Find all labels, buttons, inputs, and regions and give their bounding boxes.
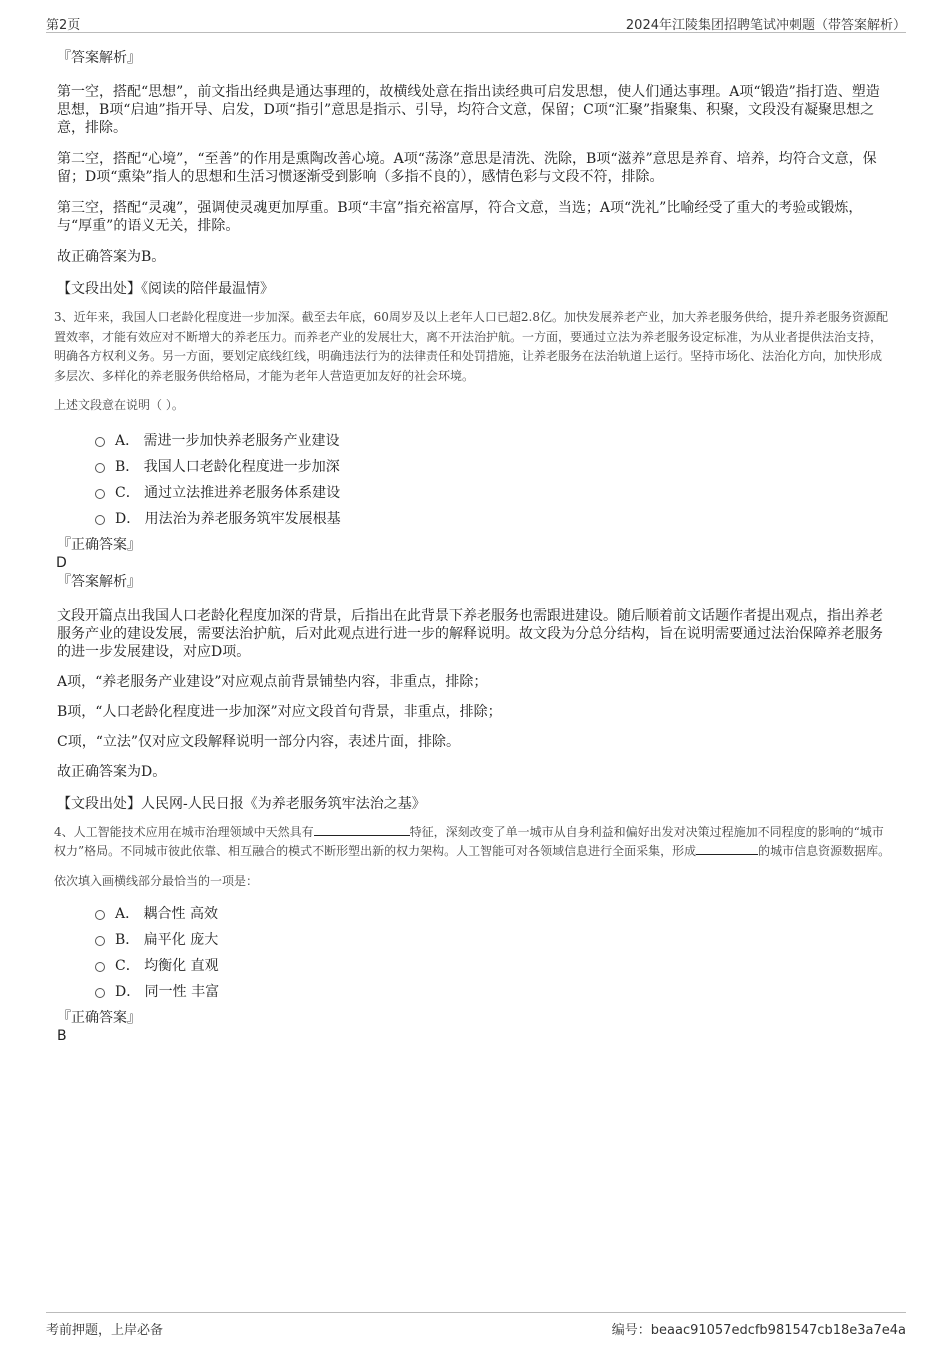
option-b[interactable]: B． 扁平化 庞大	[95, 929, 892, 955]
page-header	[46, 10, 906, 33]
answer-analysis-label: 『答案解析』	[57, 573, 141, 590]
page-content	[54, 44, 892, 1045]
radio-icon[interactable]	[95, 962, 105, 972]
correct-answer-label: 『正确答案』	[57, 536, 141, 553]
analysis-paragraph: 第三空，搭配“灵魂”，强调使灵魂更加厚重。B项“丰富”指充裕富厚，符合文意，当选；A项“洗礼”比喻经受了重大的考验或锻炼，与“厚重”的语义无关，排除。	[57, 200, 863, 234]
question-4-prompt: 依次填入画横线部分最恰当的一项是：	[54, 873, 259, 888]
question-4-options	[57, 903, 892, 1007]
source-citation: 【文段出处】人民网-人民日报《为养老服务筑牢法治之基》	[57, 795, 426, 812]
question-3-options	[57, 430, 892, 534]
question-4-stem: 4、人工智能技术应用在城市治理领域中天然具有 特征，深刻改变了单一城市从自身利益和偏好出发对决策过程施加不同程度的影响的“城市权力”格局。不同城市彼此依靠、相互融合的模式不断形塑出新的权力架构。人工智能可对各领域信息进行全面采集，形成 的城市信息资源数据库。	[54, 824, 891, 858]
question-3-stem: 3、近年来，我国人口老龄化程度进一步加深。截至去年底，60周岁及以上老年人口已超2.8亿。加快发展养老产业，加大养老服务供给，提升养老服务资源配置效率，才能有效应对不断增大的养老压力。而养老产业的发展壮大，离不开法治护航。一方面，要通过立法为养老服务设定标准，为从业者提供法治支持，明确各方权利义务。另一方面，要划定底线红线，明确违法行为的法律责任和处罚措施，让养老服务在法治轨道上运行。坚持市场化、法治化方向，加快形成多层次、多样化的养老服务供给格局，才能为老年人营造更加友好的社会环境。	[54, 310, 888, 383]
fill-blank-2	[696, 842, 758, 855]
correct-answer: D	[56, 554, 67, 571]
option-a[interactable]: A． 需进一步加快养老服务产业建设	[95, 430, 892, 456]
analysis-conclusion: 故正确答案为B。	[57, 249, 166, 265]
radio-icon[interactable]	[95, 437, 105, 447]
radio-icon[interactable]	[95, 463, 105, 473]
option-c[interactable]: C． 均衡化 直观	[95, 955, 892, 981]
analysis-paragraph: 第二空，搭配“心境”，“至善”的作用是熏陶改善心境。A项“荡涤”意思是清洗、洗除，B项“滋养”意思是养育、培养，均符合文意，保留；D项“熏染”指人的思想和生活习惯逐渐受到影响（多指不良的），感情色彩与文段不符，排除。	[57, 151, 877, 185]
correct-answer: B	[57, 1028, 67, 1044]
document-id: 编号：beaac91057edcfb981547cb18e3a7e4a	[611, 1323, 906, 1338]
fill-blank-1	[314, 823, 410, 836]
analysis-conclusion: 故正确答案为D。	[57, 763, 167, 780]
answer-analysis-label: 『答案解析』	[57, 50, 141, 66]
radio-icon[interactable]	[95, 910, 105, 920]
option-d[interactable]: D． 同一性 丰富	[95, 981, 892, 1007]
page-number: 第2页	[46, 18, 81, 33]
radio-icon[interactable]	[95, 489, 105, 499]
footer-slogan: 考前押题，上岸必备	[46, 1323, 164, 1338]
option-b[interactable]: B． 我国人口老龄化程度进一步加深	[95, 456, 892, 482]
page-footer	[46, 1312, 906, 1341]
document-title: 2024年江陵集团招聘笔试冲刺题（带答案解析）	[625, 18, 906, 33]
option-c[interactable]: C． 通过立法推进养老服务体系建设	[95, 482, 892, 508]
radio-icon[interactable]	[95, 988, 105, 998]
analysis-paragraph: 文段开篇点出我国人口老龄化程度加深的背景，后指出在此背景下养老服务也需跟进建设。随后顺着前文话题作者提出观点，指出养老服务产业的建设发展，需要法治护航，后对此观点进行进一步的解释说明。故文段为分总分结构，旨在说明需要通过法治保障养老服务的进一步发展建设，对应D项。	[57, 607, 883, 660]
radio-icon[interactable]	[95, 936, 105, 946]
correct-answer-label: 『正确答案』	[57, 1010, 141, 1026]
option-a[interactable]: A． 耦合性 高效	[95, 903, 892, 929]
question-3-prompt: 上述文段意在说明（ ）。	[54, 398, 184, 412]
radio-icon[interactable]	[95, 515, 105, 525]
analysis-paragraph: 第一空，搭配“思想”，前文指出经典是通达事理的，故横线处意在指出读经典可启发思想，使人们通达事理。A项“锻造”指打造、塑造思想，B项“启迪”指开导、启发，D项“指引”意思是指示、引导，均符合文意，保留；C项“汇聚”指聚集、积聚，文段没有凝聚思想之意，排除。	[57, 84, 880, 136]
analysis-paragraph: A项，“养老服务产业建设”对应观点前背景铺垫内容，非重点，排除；	[57, 673, 488, 690]
source-citation: 【文段出处】《阅读的陪伴最温情》	[57, 281, 274, 297]
analysis-paragraph: B项，“人口老龄化程度进一步加深”对应文段首句背景，非重点，排除；	[57, 703, 502, 720]
option-d[interactable]: D． 用法治为养老服务筑牢发展根基	[95, 508, 892, 534]
analysis-paragraph: C项，“立法”仅对应文段解释说明一部分内容，表述片面，排除。	[57, 733, 461, 750]
